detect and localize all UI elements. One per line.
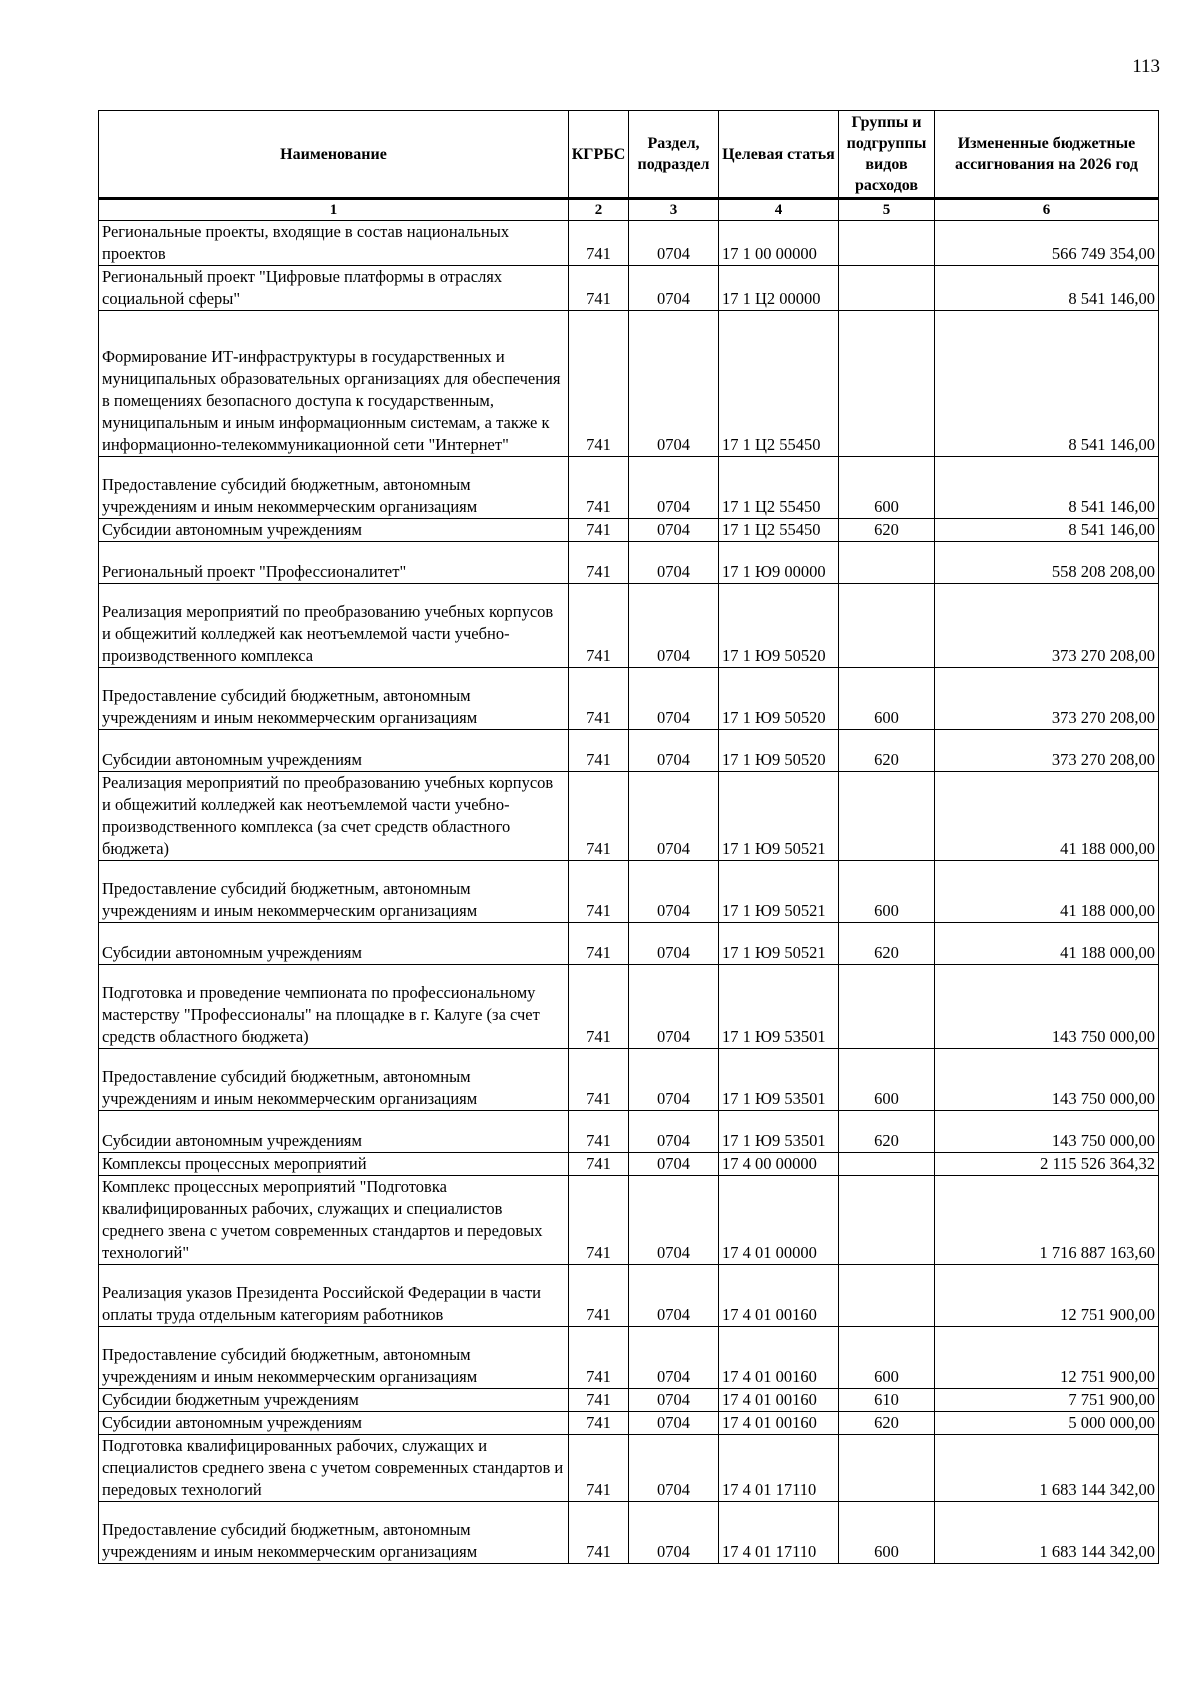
budget-table — [98, 110, 1159, 1564]
cell-group — [839, 221, 935, 266]
cell-article: 17 4 01 00000 — [719, 1176, 839, 1265]
cell-section: 0704 — [629, 861, 719, 923]
cell-amount: 41 188 000,00 — [935, 861, 1159, 923]
cell-section: 0704 — [629, 1111, 719, 1153]
cell-section: 0704 — [629, 1153, 719, 1176]
cell-kgrbs: 741 — [569, 1111, 629, 1153]
cell-article: 17 1 Ц2 55450 — [719, 519, 839, 542]
cell-name: Предоставление субсидий бюджетным, автономным учреждениям и иным некоммерческим организациям — [99, 457, 569, 519]
cell-amount: 1 716 887 163,60 — [935, 1176, 1159, 1265]
cell-kgrbs: 741 — [569, 1327, 629, 1389]
cell-article: 17 4 00 00000 — [719, 1153, 839, 1176]
header-kgrbs: КГРБС — [569, 111, 629, 199]
cell-group: 620 — [839, 923, 935, 965]
column-number: 1 — [99, 199, 569, 221]
cell-article: 17 1 Ю9 50521 — [719, 861, 839, 923]
cell-article: 17 1 Ю9 50520 — [719, 584, 839, 668]
header-group: Группы и подгруппы видов расходов — [839, 111, 935, 199]
cell-group: 600 — [839, 1327, 935, 1389]
cell-name: Предоставление субсидий бюджетным, автономным учреждениям и иным некоммерческим организациям — [99, 1502, 569, 1564]
cell-section: 0704 — [629, 965, 719, 1049]
cell-group — [839, 772, 935, 861]
cell-group: 620 — [839, 1412, 935, 1435]
cell-name: Субсидии автономным учреждениям — [99, 1412, 569, 1435]
cell-name: Реализация указов Президента Российской Федерации в части оплаты труда отдельным категориям работников — [99, 1265, 569, 1327]
cell-name: Подготовка и проведение чемпионата по профессиональному мастерству "Профессионалы" на площадке в г. Калуге (за счет средств областного бюджета) — [99, 965, 569, 1049]
cell-kgrbs: 741 — [569, 730, 629, 772]
table-row — [99, 1389, 1159, 1412]
cell-article: 17 1 Ц2 00000 — [719, 266, 839, 311]
cell-amount: 373 270 208,00 — [935, 730, 1159, 772]
table-row — [99, 266, 1159, 311]
table-row — [99, 1265, 1159, 1327]
table-row — [99, 668, 1159, 730]
cell-section: 0704 — [629, 923, 719, 965]
cell-amount: 143 750 000,00 — [935, 1111, 1159, 1153]
cell-name: Комплекс процессных мероприятий "Подготовка квалифицированных рабочих, служащих и специалистов среднего звена с учетом современных стандартов и передовых технологий" — [99, 1176, 569, 1265]
cell-name: Предоставление субсидий бюджетным, автономным учреждениям и иным некоммерческим организациям — [99, 1327, 569, 1389]
cell-amount: 8 541 146,00 — [935, 457, 1159, 519]
cell-amount: 12 751 900,00 — [935, 1327, 1159, 1389]
cell-kgrbs: 741 — [569, 221, 629, 266]
cell-section: 0704 — [629, 1265, 719, 1327]
cell-amount: 41 188 000,00 — [935, 923, 1159, 965]
cell-amount: 8 541 146,00 — [935, 311, 1159, 457]
cell-amount: 373 270 208,00 — [935, 584, 1159, 668]
cell-section: 0704 — [629, 457, 719, 519]
cell-group — [839, 1265, 935, 1327]
column-number-row — [99, 199, 1159, 221]
cell-section: 0704 — [629, 730, 719, 772]
cell-article: 17 1 Ю9 50521 — [719, 772, 839, 861]
cell-group: 600 — [839, 861, 935, 923]
cell-amount: 8 541 146,00 — [935, 519, 1159, 542]
column-number: 6 — [935, 199, 1159, 221]
header-section: Раздел, подраздел — [629, 111, 719, 199]
cell-name: Субсидии автономным учреждениям — [99, 1111, 569, 1153]
cell-group — [839, 542, 935, 584]
table-row — [99, 1327, 1159, 1389]
table-row — [99, 861, 1159, 923]
cell-kgrbs: 741 — [569, 861, 629, 923]
cell-amount: 373 270 208,00 — [935, 668, 1159, 730]
cell-article: 17 4 01 00160 — [719, 1265, 839, 1327]
cell-kgrbs: 741 — [569, 923, 629, 965]
cell-section: 0704 — [629, 1389, 719, 1412]
cell-name: Субсидии автономным учреждениям — [99, 923, 569, 965]
cell-kgrbs: 741 — [569, 584, 629, 668]
cell-group — [839, 266, 935, 311]
cell-name: Субсидии автономным учреждениям — [99, 730, 569, 772]
cell-kgrbs: 741 — [569, 1435, 629, 1502]
cell-name: Региональный проект "Профессионалитет" — [99, 542, 569, 584]
cell-section: 0704 — [629, 1176, 719, 1265]
cell-kgrbs: 741 — [569, 311, 629, 457]
table-row — [99, 311, 1159, 457]
cell-kgrbs: 741 — [569, 1176, 629, 1265]
cell-amount: 143 750 000,00 — [935, 1049, 1159, 1111]
cell-article: 17 1 Ц2 55450 — [719, 457, 839, 519]
cell-section: 0704 — [629, 519, 719, 542]
table-row — [99, 1049, 1159, 1111]
cell-amount: 558 208 208,00 — [935, 542, 1159, 584]
cell-article: 17 4 01 17110 — [719, 1502, 839, 1564]
cell-section: 0704 — [629, 1412, 719, 1435]
table-row — [99, 730, 1159, 772]
cell-article: 17 1 Ю9 50521 — [719, 923, 839, 965]
table-row — [99, 965, 1159, 1049]
cell-section: 0704 — [629, 1049, 719, 1111]
cell-kgrbs: 741 — [569, 772, 629, 861]
cell-amount: 8 541 146,00 — [935, 266, 1159, 311]
cell-article: 17 1 Ю9 00000 — [719, 542, 839, 584]
cell-group — [839, 965, 935, 1049]
column-number: 2 — [569, 199, 629, 221]
cell-name: Субсидии бюджетным учреждениям — [99, 1389, 569, 1412]
cell-article: 17 4 01 00160 — [719, 1327, 839, 1389]
cell-group: 600 — [839, 1049, 935, 1111]
cell-kgrbs: 741 — [569, 457, 629, 519]
table-row — [99, 457, 1159, 519]
cell-article: 17 4 01 00160 — [719, 1412, 839, 1435]
cell-group: 620 — [839, 1111, 935, 1153]
cell-name: Региональные проекты, входящие в состав национальных проектов — [99, 221, 569, 266]
table-row — [99, 542, 1159, 584]
cell-amount: 5 000 000,00 — [935, 1412, 1159, 1435]
table-row — [99, 772, 1159, 861]
table-row — [99, 519, 1159, 542]
table-header-row — [99, 111, 1159, 199]
table-row — [99, 1176, 1159, 1265]
cell-kgrbs: 741 — [569, 668, 629, 730]
cell-section: 0704 — [629, 221, 719, 266]
cell-section: 0704 — [629, 311, 719, 457]
cell-group: 600 — [839, 457, 935, 519]
cell-article: 17 1 Ю9 53501 — [719, 1111, 839, 1153]
table-row — [99, 923, 1159, 965]
table-row — [99, 1435, 1159, 1502]
cell-amount: 12 751 900,00 — [935, 1265, 1159, 1327]
table-row — [99, 584, 1159, 668]
table-row — [99, 221, 1159, 266]
cell-kgrbs: 741 — [569, 965, 629, 1049]
cell-amount: 2 115 526 364,32 — [935, 1153, 1159, 1176]
cell-name: Субсидии автономным учреждениям — [99, 519, 569, 542]
cell-amount: 143 750 000,00 — [935, 965, 1159, 1049]
cell-group: 620 — [839, 519, 935, 542]
cell-group: 600 — [839, 1502, 935, 1564]
cell-name: Региональный проект "Цифровые платформы в отраслях социальной сферы" — [99, 266, 569, 311]
column-number: 5 — [839, 199, 935, 221]
cell-group — [839, 1435, 935, 1502]
cell-group: 600 — [839, 668, 935, 730]
table-row — [99, 1502, 1159, 1564]
cell-amount: 7 751 900,00 — [935, 1389, 1159, 1412]
cell-group — [839, 584, 935, 668]
cell-amount: 1 683 144 342,00 — [935, 1502, 1159, 1564]
table-row — [99, 1111, 1159, 1153]
page-number: 113 — [1132, 56, 1160, 77]
cell-amount: 41 188 000,00 — [935, 772, 1159, 861]
cell-kgrbs: 741 — [569, 1153, 629, 1176]
cell-group — [839, 1153, 935, 1176]
cell-group: 620 — [839, 730, 935, 772]
table-row — [99, 1412, 1159, 1435]
cell-group — [839, 1176, 935, 1265]
cell-section: 0704 — [629, 1502, 719, 1564]
header-name: Наименование — [99, 111, 569, 199]
cell-name: Формирование ИТ-инфраструктуры в государственных и муниципальных образовательных организациях для обеспечения в помещениях безопасного доступа к государственным, муниципальным и иным информационным системам, а также к информационно-телекоммуникационной сети "Интернет" — [99, 311, 569, 457]
cell-article: 17 4 01 00160 — [719, 1389, 839, 1412]
cell-kgrbs: 741 — [569, 1412, 629, 1435]
cell-article: 17 1 Ц2 55450 — [719, 311, 839, 457]
cell-name: Реализация мероприятий по преобразованию учебных корпусов и общежитий колледжей как неотъемлемой части учебно-производственного комплекса — [99, 584, 569, 668]
cell-name: Подготовка квалифицированных рабочих, служащих и специалистов среднего звена с учетом современных стандартов и передовых технологий — [99, 1435, 569, 1502]
cell-name: Комплексы процессных мероприятий — [99, 1153, 569, 1176]
column-number: 3 — [629, 199, 719, 221]
cell-kgrbs: 741 — [569, 1265, 629, 1327]
cell-kgrbs: 741 — [569, 1049, 629, 1111]
cell-kgrbs: 741 — [569, 266, 629, 311]
cell-amount: 566 749 354,00 — [935, 221, 1159, 266]
cell-article: 17 1 Ю9 50520 — [719, 730, 839, 772]
cell-section: 0704 — [629, 1327, 719, 1389]
cell-section: 0704 — [629, 542, 719, 584]
cell-article: 17 1 Ю9 50520 — [719, 668, 839, 730]
cell-section: 0704 — [629, 1435, 719, 1502]
cell-kgrbs: 741 — [569, 1389, 629, 1412]
cell-name: Реализация мероприятий по преобразованию учебных корпусов и общежитий колледжей как неотъемлемой части учебно-производственного комплекса (за счет средств областного бюджета) — [99, 772, 569, 861]
cell-group: 610 — [839, 1389, 935, 1412]
cell-name: Предоставление субсидий бюджетным, автономным учреждениям и иным некоммерческим организациям — [99, 668, 569, 730]
cell-article: 17 1 Ю9 53501 — [719, 1049, 839, 1111]
header-amount: Измененные бюджетные ассигнования на 2026 год — [935, 111, 1159, 199]
cell-section: 0704 — [629, 668, 719, 730]
column-number: 4 — [719, 199, 839, 221]
cell-article: 17 1 00 00000 — [719, 221, 839, 266]
cell-name: Предоставление субсидий бюджетным, автономным учреждениям и иным некоммерческим организациям — [99, 1049, 569, 1111]
cell-kgrbs: 741 — [569, 1502, 629, 1564]
cell-amount: 1 683 144 342,00 — [935, 1435, 1159, 1502]
cell-section: 0704 — [629, 266, 719, 311]
cell-kgrbs: 741 — [569, 519, 629, 542]
cell-article: 17 4 01 17110 — [719, 1435, 839, 1502]
cell-kgrbs: 741 — [569, 542, 629, 584]
cell-group — [839, 311, 935, 457]
cell-section: 0704 — [629, 584, 719, 668]
table-row — [99, 1153, 1159, 1176]
table-body — [99, 221, 1159, 1564]
cell-section: 0704 — [629, 772, 719, 861]
cell-name: Предоставление субсидий бюджетным, автономным учреждениям и иным некоммерческим организациям — [99, 861, 569, 923]
header-article: Целевая статья — [719, 111, 839, 199]
cell-article: 17 1 Ю9 53501 — [719, 965, 839, 1049]
